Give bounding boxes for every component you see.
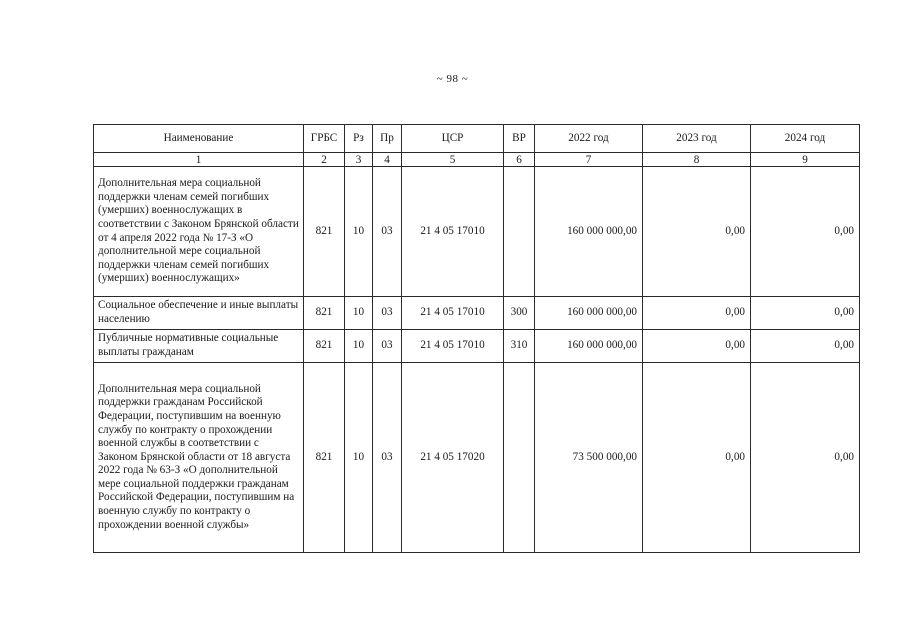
row-2022: 160 000 000,00 [535, 330, 643, 363]
row-name: Публичные нормативные социальные выплаты гражданам [94, 330, 304, 363]
row-2023: 0,00 [643, 330, 751, 363]
column-number: 8 [643, 153, 751, 167]
row-rz: 10 [345, 297, 373, 330]
row-2022: 73 500 000,00 [535, 363, 643, 553]
column-number: 3 [345, 153, 373, 167]
row-pr: 03 [373, 167, 402, 297]
column-number: 4 [373, 153, 402, 167]
row-2024: 0,00 [751, 297, 860, 330]
row-pr: 03 [373, 363, 402, 553]
row-csr: 21 4 05 17020 [402, 363, 504, 553]
row-2024: 0,00 [751, 363, 860, 553]
column-number: 9 [751, 153, 860, 167]
table-row [94, 297, 860, 330]
row-rz: 10 [345, 363, 373, 553]
header-vr: ВР [504, 125, 535, 153]
row-grbs: 821 [304, 167, 345, 297]
row-vr [504, 363, 535, 553]
header-2023: 2023 год [643, 125, 751, 153]
row-vr [504, 167, 535, 297]
row-grbs: 821 [304, 363, 345, 553]
header-csr: ЦСР [402, 125, 504, 153]
row-name: Социальное обеспечение и иные выплаты населению [94, 297, 304, 330]
header-2022: 2022 год [535, 125, 643, 153]
table-header-row [94, 125, 860, 153]
table-row [94, 363, 860, 553]
header-pr: Пр [373, 125, 402, 153]
row-vr: 310 [504, 330, 535, 363]
row-csr: 21 4 05 17010 [402, 297, 504, 330]
row-grbs: 821 [304, 330, 345, 363]
row-2023: 0,00 [643, 297, 751, 330]
row-2022: 160 000 000,00 [535, 297, 643, 330]
row-grbs: 821 [304, 297, 345, 330]
row-csr: 21 4 05 17010 [402, 330, 504, 363]
row-pr: 03 [373, 297, 402, 330]
header-grbs: ГРБС [304, 125, 345, 153]
header-name: Наименование [94, 125, 304, 153]
column-number: 5 [402, 153, 504, 167]
column-number: 7 [535, 153, 643, 167]
row-vr: 300 [504, 297, 535, 330]
row-2024: 0,00 [751, 167, 860, 297]
row-2023: 0,00 [643, 167, 751, 297]
row-pr: 03 [373, 330, 402, 363]
table-row [94, 167, 860, 297]
row-csr: 21 4 05 17010 [402, 167, 504, 297]
column-number: 1 [94, 153, 304, 167]
budget-table [93, 124, 860, 553]
column-numbers-row [94, 153, 860, 167]
header-rz: Рз [345, 125, 373, 153]
column-number: 6 [504, 153, 535, 167]
row-rz: 10 [345, 330, 373, 363]
row-2024: 0,00 [751, 330, 860, 363]
row-rz: 10 [345, 167, 373, 297]
row-name: Дополнительная мера социальной поддержки гражданам Российской Федерации, поступившим на военную службу по контракту о прохождении военной службы в соответствии с Законом Брянской области от 18 августа 2022 года № 63-З «О дополнительной мере социальной поддержки гражданам Российской Федерации, поступившим на военную службу по контракту о прохождении военной службы» [94, 363, 304, 553]
column-number: 2 [304, 153, 345, 167]
page-number: ~ 98 ~ [436, 73, 469, 85]
header-2024: 2024 год [751, 125, 860, 153]
table-row [94, 330, 860, 363]
row-2023: 0,00 [643, 363, 751, 553]
row-name: Дополнительная мера социальной поддержки членам семей погибших (умерших) военнослужащих в соответствии с Законом Брянской области от 4 апреля 2022 года № 17-З «О дополнительной мере социальной поддержки членам семей погибших (умерших) военнослужащих» [94, 167, 304, 297]
row-2022: 160 000 000,00 [535, 167, 643, 297]
